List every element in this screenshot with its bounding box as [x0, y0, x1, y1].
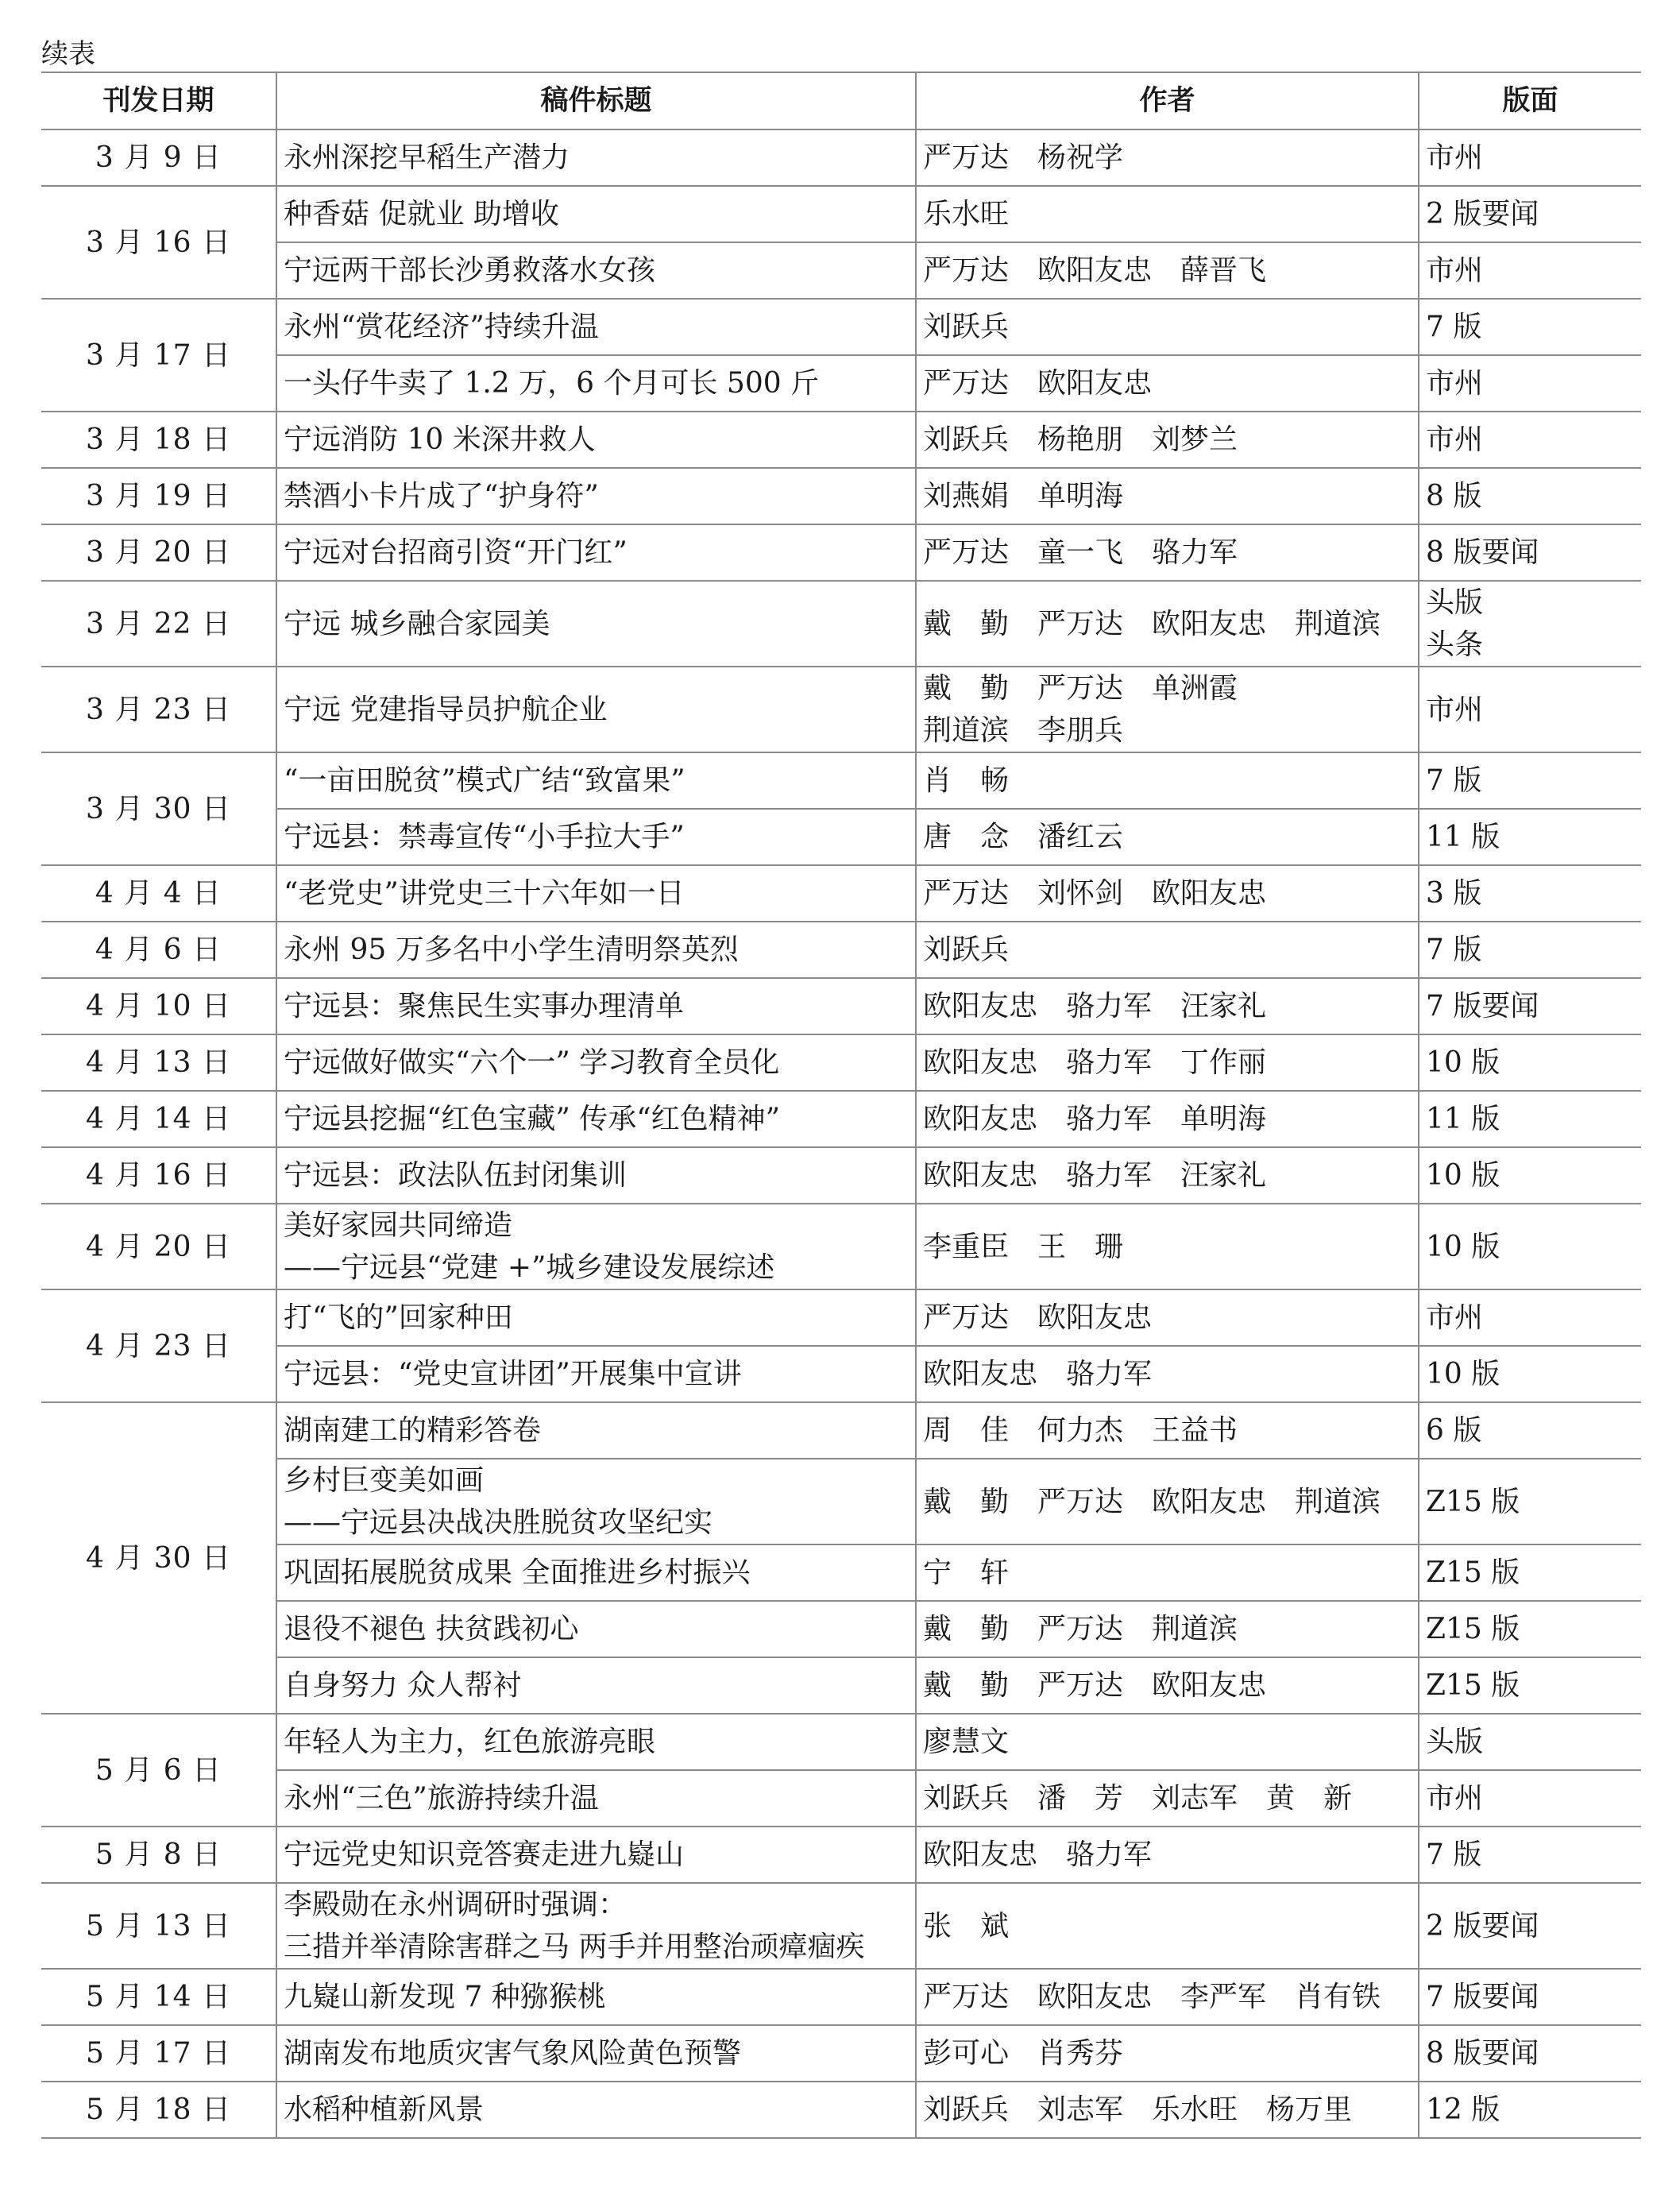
cell-author-line: 刘跃兵 潘 芳 刘志军 黄 新 — [923, 1782, 1353, 1815]
cell-title-line: “老党史”讲党史三十六年如一日 — [284, 877, 685, 910]
cell-author-line: 戴 勤 严万达 荆道滨 — [923, 1613, 1238, 1645]
cell-page — [1419, 865, 1641, 922]
cell-title-line: 宁远县：禁毒宣传“小手拉大手” — [284, 821, 685, 853]
cell-date: 5 月 6 日 — [41, 1714, 276, 1827]
table-row — [41, 412, 1641, 468]
cell-date: 3 月 22 日 — [41, 581, 276, 667]
cell-author — [916, 468, 1419, 524]
cell-page — [1419, 581, 1641, 667]
cell-title — [276, 581, 916, 667]
cell-page-line: Z15 版 — [1426, 1613, 1520, 1645]
cell-page-line: 7 版 — [1426, 934, 1482, 966]
cell-title-line: 永州“赏花经济”持续升温 — [284, 311, 599, 343]
cell-title-line: 三措并举清除害群之马 两手并用整治顽瘴痼疾 — [284, 1931, 865, 1963]
cell-author — [916, 1034, 1419, 1091]
table-body — [41, 130, 1641, 2138]
cell-title-line: 一头仔牛卖了 1.2 万，6 个月可长 500 斤 — [284, 367, 820, 400]
cell-title-line: ——宁远县决战决胜脱贫攻坚纪实 — [284, 1506, 713, 1539]
cell-title-line: 年轻人为主力，红色旅游亮眼 — [284, 1726, 656, 1758]
cell-page-line: 市州 — [1426, 1782, 1484, 1815]
cell-author — [916, 865, 1419, 922]
cell-date: 5 月 14 日 — [41, 1969, 276, 2025]
cell-page-line: Z15 版 — [1426, 1556, 1520, 1589]
cell-page-line: 头版 — [1426, 1726, 1484, 1758]
cell-title-line: 水稻种植新风景 — [284, 2093, 485, 2126]
cell-author — [916, 242, 1419, 299]
cell-date: 4 月 23 日 — [41, 1289, 276, 1402]
cell-title — [276, 1601, 916, 1657]
table-row — [41, 242, 1641, 299]
cell-author — [916, 1969, 1419, 2025]
cell-title — [276, 1969, 916, 2025]
cell-author-line: 严万达 杨祝学 — [923, 141, 1124, 174]
table-row — [41, 752, 1641, 809]
cell-title — [276, 524, 916, 581]
cell-title-line: 永州“三色”旅游持续升温 — [284, 1782, 599, 1815]
cell-author — [916, 1601, 1419, 1657]
cell-page-line: 8 版要闻 — [1426, 536, 1539, 569]
cell-author-line: 刘跃兵 — [923, 311, 1010, 343]
cell-title — [276, 186, 916, 242]
cell-title-line: 打“飞的”回家种田 — [284, 1301, 513, 1334]
cell-author — [916, 978, 1419, 1034]
cell-author — [916, 1402, 1419, 1459]
cell-author-line: 戴 勤 严万达 欧阳友忠 荆道滨 — [923, 1485, 1381, 1518]
cell-page — [1419, 1346, 1641, 1402]
cell-author — [916, 2025, 1419, 2082]
cell-page-line: 市州 — [1426, 693, 1484, 726]
cell-page-line: 头版 — [1426, 586, 1484, 619]
cell-author-line: 刘跃兵 — [923, 934, 1010, 966]
cell-title-line: 宁远对台招商引资“开门红” — [284, 536, 628, 569]
cell-page — [1419, 1147, 1641, 1204]
cell-date: 5 月 13 日 — [41, 1883, 276, 1969]
cell-page — [1419, 242, 1641, 299]
cell-title-line: ——宁远县“党建 +”城乡建设发展综述 — [284, 1251, 775, 1284]
cell-date: 4 月 10 日 — [41, 978, 276, 1034]
cell-author-line: 严万达 童一飞 骆力军 — [923, 536, 1238, 569]
cell-author-line: 严万达 欧阳友忠 李严军 肖有铁 — [923, 1981, 1381, 2013]
cell-title-line: 自身努力 众人帮衬 — [284, 1669, 522, 1702]
cell-page-line: 市州 — [1426, 423, 1484, 456]
cell-title — [276, 752, 916, 809]
cell-author-line: 周 佳 何力杰 王益书 — [923, 1414, 1238, 1447]
cell-page-line: 市州 — [1426, 367, 1484, 400]
cell-date: 3 月 23 日 — [41, 667, 276, 752]
cell-page — [1419, 1969, 1641, 2025]
cell-page — [1419, 1544, 1641, 1601]
header-title: 稿件标题 — [276, 72, 916, 130]
cell-page — [1419, 355, 1641, 412]
cell-author-line: 严万达 刘怀剑 欧阳友忠 — [923, 877, 1267, 910]
table-row — [41, 299, 1641, 355]
cell-author — [916, 1827, 1419, 1883]
cell-author — [916, 922, 1419, 978]
cell-title-line: 宁远县：“党史宣讲团”开展集中宣讲 — [284, 1358, 742, 1390]
cell-date: 3 月 9 日 — [41, 130, 276, 186]
cell-title-line: 永州 95 万多名中小学生清明祭英烈 — [284, 934, 739, 966]
cell-title — [276, 1827, 916, 1883]
cell-author-line: 唐 念 潘红云 — [923, 821, 1124, 853]
cell-page — [1419, 299, 1641, 355]
table-row — [41, 1969, 1641, 2025]
cell-page — [1419, 922, 1641, 978]
header-date: 刊发日期 — [41, 72, 276, 130]
cell-title-line: 湖南建工的精彩答卷 — [284, 1414, 542, 1447]
cell-author — [916, 581, 1419, 667]
cell-date: 5 月 18 日 — [41, 2082, 276, 2138]
cell-author — [916, 1714, 1419, 1770]
cell-page-line: 7 版 — [1426, 311, 1482, 343]
cell-title-line: 禁酒小卡片成了“护身符” — [284, 480, 599, 512]
table-row — [41, 1770, 1641, 1827]
cell-title — [276, 242, 916, 299]
cell-date: 4 月 20 日 — [41, 1204, 276, 1289]
cell-page-line: 2 版要闻 — [1426, 198, 1539, 230]
cell-author-line: 廖慧文 — [923, 1726, 1010, 1758]
table-row — [41, 809, 1641, 865]
cell-title-line: 乡村巨变美如画 — [284, 1464, 485, 1497]
table-caption: 续表 — [41, 38, 95, 70]
table-row — [41, 922, 1641, 978]
cell-title — [276, 1346, 916, 1402]
cell-author-line: 欧阳友忠 骆力军 汪家礼 — [923, 1159, 1267, 1192]
cell-page — [1419, 186, 1641, 242]
cell-title — [276, 1544, 916, 1601]
cell-page-line: 8 版 — [1426, 480, 1482, 512]
cell-author — [916, 130, 1419, 186]
cell-author-line: 戴 勤 严万达 欧阳友忠 荆道滨 — [923, 607, 1381, 640]
cell-author — [916, 1657, 1419, 1714]
cell-page — [1419, 667, 1641, 752]
cell-title-line: 宁远县：政法队伍封闭集训 — [284, 1159, 628, 1192]
cell-page — [1419, 1657, 1641, 1714]
cell-date: 4 月 30 日 — [41, 1402, 276, 1714]
cell-author-line: 戴 勤 严万达 单洲霞 — [923, 672, 1238, 705]
table-row — [41, 1544, 1641, 1601]
table-row — [41, 1034, 1641, 1091]
cell-page-line: 11 版 — [1426, 1103, 1500, 1135]
cell-date: 3 月 20 日 — [41, 524, 276, 581]
cell-page — [1419, 2082, 1641, 2138]
cell-author-line: 刘跃兵 杨艳朋 刘梦兰 — [923, 423, 1238, 456]
cell-page — [1419, 1714, 1641, 1770]
cell-page-line: Z15 版 — [1426, 1485, 1520, 1518]
cell-author-line: 严万达 欧阳友忠 薛晋飞 — [923, 254, 1267, 287]
cell-title — [276, 667, 916, 752]
cell-page — [1419, 1459, 1641, 1544]
cell-title — [276, 412, 916, 468]
cell-date: 5 月 17 日 — [41, 2025, 276, 2082]
cell-page-line: 10 版 — [1426, 1358, 1500, 1390]
cell-page-line: 10 版 — [1426, 1046, 1500, 1079]
table-row — [41, 1402, 1641, 1459]
cell-title — [276, 468, 916, 524]
cell-date: 5 月 8 日 — [41, 1827, 276, 1883]
cell-author — [916, 1770, 1419, 1827]
cell-title — [276, 355, 916, 412]
cell-title — [276, 1289, 916, 1346]
cell-title — [276, 1883, 916, 1969]
cell-page-line: 10 版 — [1426, 1159, 1500, 1192]
cell-author — [916, 1544, 1419, 1601]
table-row — [41, 1714, 1641, 1770]
cell-page-line: 8 版要闻 — [1426, 2037, 1539, 2070]
cell-date: 3 月 18 日 — [41, 412, 276, 468]
cell-author-line: 张 斌 — [923, 1909, 1010, 1943]
cell-page-line: 7 版 — [1426, 1838, 1482, 1871]
cell-page — [1419, 1883, 1641, 1969]
cell-page — [1419, 1289, 1641, 1346]
cell-page — [1419, 809, 1641, 865]
header-page: 版面 — [1419, 72, 1641, 130]
cell-author — [916, 1204, 1419, 1289]
cell-title-line: 种香菇 促就业 助增收 — [284, 198, 559, 230]
cell-date: 4 月 16 日 — [41, 1147, 276, 1204]
cell-page — [1419, 468, 1641, 524]
cell-page-line: 3 版 — [1426, 877, 1482, 910]
cell-author-line: 宁 轩 — [923, 1556, 1010, 1589]
table-row — [41, 581, 1641, 667]
cell-title-line: 宁远 城乡融合家园美 — [284, 607, 550, 640]
cell-page-line: 市州 — [1426, 254, 1484, 287]
cell-date: 3 月 17 日 — [41, 299, 276, 412]
cell-author — [916, 186, 1419, 242]
cell-title-line: 宁远 党建指导员护航企业 — [284, 693, 608, 726]
cell-title — [276, 1714, 916, 1770]
cell-author — [916, 667, 1419, 752]
table-row — [41, 978, 1641, 1034]
cell-author-line: 荆道滨 李朋兵 — [923, 714, 1124, 747]
cell-date: 4 月 4 日 — [41, 865, 276, 922]
cell-page-line: Z15 版 — [1426, 1669, 1520, 1702]
cell-title-line: 宁远做好做实“六个一” 学习教育全员化 — [284, 1046, 780, 1079]
cell-title-line: 九嶷山新发现 7 种猕猴桃 — [284, 1981, 606, 2013]
cell-title-line: 宁远两干部长沙勇救落水女孩 — [284, 254, 656, 287]
cell-date: 3 月 30 日 — [41, 752, 276, 865]
cell-author-line: 戴 勤 严万达 欧阳友忠 — [923, 1669, 1267, 1702]
table-row — [41, 1827, 1641, 1883]
cell-author — [916, 524, 1419, 581]
cell-author-line: 李重臣 王 珊 — [923, 1230, 1124, 1263]
cell-page-line: 7 版要闻 — [1426, 990, 1539, 1023]
cell-page-line: 11 版 — [1426, 821, 1500, 853]
cell-author — [916, 412, 1419, 468]
cell-title — [276, 1204, 916, 1289]
cell-author — [916, 1883, 1419, 1969]
cell-title — [276, 1091, 916, 1147]
cell-title — [276, 809, 916, 865]
cell-page — [1419, 524, 1641, 581]
table-row — [41, 524, 1641, 581]
cell-page-line: 2 版要闻 — [1426, 1909, 1539, 1943]
cell-author-line: 欧阳友忠 骆力军 — [923, 1358, 1153, 1390]
table-row — [41, 355, 1641, 412]
cell-title-line: 宁远消防 10 米深井救人 — [284, 423, 596, 456]
cell-title — [276, 1459, 916, 1544]
table-row — [41, 1883, 1641, 1969]
table-row — [41, 1289, 1641, 1346]
cell-page — [1419, 1601, 1641, 1657]
cell-title — [276, 922, 916, 978]
cell-page-line: 市州 — [1426, 141, 1484, 174]
cell-author-line: 欧阳友忠 骆力军 单明海 — [923, 1103, 1267, 1135]
table-row — [41, 1346, 1641, 1402]
cell-page — [1419, 412, 1641, 468]
cell-author — [916, 1091, 1419, 1147]
cell-page-line: 头条 — [1426, 628, 1484, 661]
cell-author-line: 刘燕娟 单明海 — [923, 480, 1124, 512]
cell-date: 3 月 16 日 — [41, 186, 276, 299]
cell-title — [276, 299, 916, 355]
cell-title-line: 宁远县：聚焦民生实事办理清单 — [284, 990, 685, 1023]
cell-page-line: 市州 — [1426, 1301, 1484, 1334]
cell-page-line: 7 版要闻 — [1426, 1981, 1539, 2013]
cell-title-line: 退役不褪色 扶贫践初心 — [284, 1613, 579, 1645]
cell-date: 4 月 13 日 — [41, 1034, 276, 1091]
cell-author-line: 刘跃兵 刘志军 乐水旺 杨万里 — [923, 2093, 1353, 2126]
cell-title — [276, 1402, 916, 1459]
cell-title — [276, 130, 916, 186]
cell-page — [1419, 1402, 1641, 1459]
cell-author — [916, 2082, 1419, 2138]
cell-author — [916, 1147, 1419, 1204]
cell-title-line: 永州深挖早稻生产潜力 — [284, 141, 570, 174]
cell-title — [276, 1147, 916, 1204]
cell-date: 4 月 6 日 — [41, 922, 276, 978]
cell-author — [916, 1289, 1419, 1346]
table-row — [41, 130, 1641, 186]
cell-title-line: 美好家园共同缔造 — [284, 1209, 513, 1242]
cell-title-line: 李殿勋在永州调研时强调： — [284, 1889, 628, 1921]
cell-author-line: 彭可心 肖秀芬 — [923, 2037, 1124, 2070]
cell-page-line: 6 版 — [1426, 1414, 1482, 1447]
table-header-row — [41, 72, 1641, 130]
cell-title — [276, 1034, 916, 1091]
cell-page — [1419, 2025, 1641, 2082]
cell-title — [276, 1770, 916, 1827]
table-row — [41, 1204, 1641, 1289]
cell-author — [916, 752, 1419, 809]
cell-page — [1419, 1770, 1641, 1827]
cell-author — [916, 355, 1419, 412]
cell-page-line: 7 版 — [1426, 764, 1482, 797]
cell-page — [1419, 1091, 1641, 1147]
cell-author-line: 严万达 欧阳友忠 — [923, 367, 1153, 400]
cell-date: 3 月 19 日 — [41, 468, 276, 524]
cell-page — [1419, 1204, 1641, 1289]
table-row — [41, 667, 1641, 752]
cell-title-line: 湖南发布地质灾害气象风险黄色预警 — [284, 2037, 742, 2070]
header-author: 作者 — [916, 72, 1419, 130]
cell-title — [276, 865, 916, 922]
table-row — [41, 1657, 1641, 1714]
cell-author-line: 欧阳友忠 骆力军 丁作丽 — [923, 1046, 1267, 1079]
table-row — [41, 1091, 1641, 1147]
cell-author-line: 肖 畅 — [923, 764, 1010, 797]
cell-author — [916, 299, 1419, 355]
table-row — [41, 186, 1641, 242]
cell-title — [276, 978, 916, 1034]
cell-author — [916, 1346, 1419, 1402]
table-row — [41, 2082, 1641, 2138]
cell-author-line: 乐水旺 — [923, 198, 1010, 230]
cell-page-line: 10 版 — [1426, 1230, 1500, 1263]
cell-title — [276, 2082, 916, 2138]
cell-page — [1419, 1827, 1641, 1883]
cell-title-line: “一亩田脱贫”模式广结“致富果” — [284, 764, 686, 797]
table-row — [41, 468, 1641, 524]
table-row — [41, 865, 1641, 922]
cell-page — [1419, 978, 1641, 1034]
cell-title-line: 宁远党史知识竞答赛走进九嶷山 — [284, 1838, 685, 1871]
table-row — [41, 1147, 1641, 1204]
cell-page — [1419, 1034, 1641, 1091]
cell-author-line: 严万达 欧阳友忠 — [923, 1301, 1153, 1334]
cell-page — [1419, 130, 1641, 186]
publication-table — [41, 72, 1641, 2139]
table-row — [41, 1601, 1641, 1657]
cell-author-line: 欧阳友忠 骆力军 汪家礼 — [923, 990, 1267, 1023]
cell-title — [276, 2025, 916, 2082]
cell-author-line: 欧阳友忠 骆力军 — [923, 1838, 1153, 1871]
cell-date: 4 月 14 日 — [41, 1091, 276, 1147]
table-row — [41, 2025, 1641, 2082]
cell-title — [276, 1657, 916, 1714]
table-row — [41, 1459, 1641, 1544]
cell-author — [916, 809, 1419, 865]
cell-title-line: 宁远县挖掘“红色宝藏” 传承“红色精神” — [284, 1103, 781, 1135]
cell-page — [1419, 752, 1641, 809]
cell-title-line: 巩固拓展脱贫成果 全面推进乡村振兴 — [284, 1556, 751, 1589]
cell-page-line: 12 版 — [1426, 2093, 1500, 2126]
cell-author — [916, 1459, 1419, 1544]
